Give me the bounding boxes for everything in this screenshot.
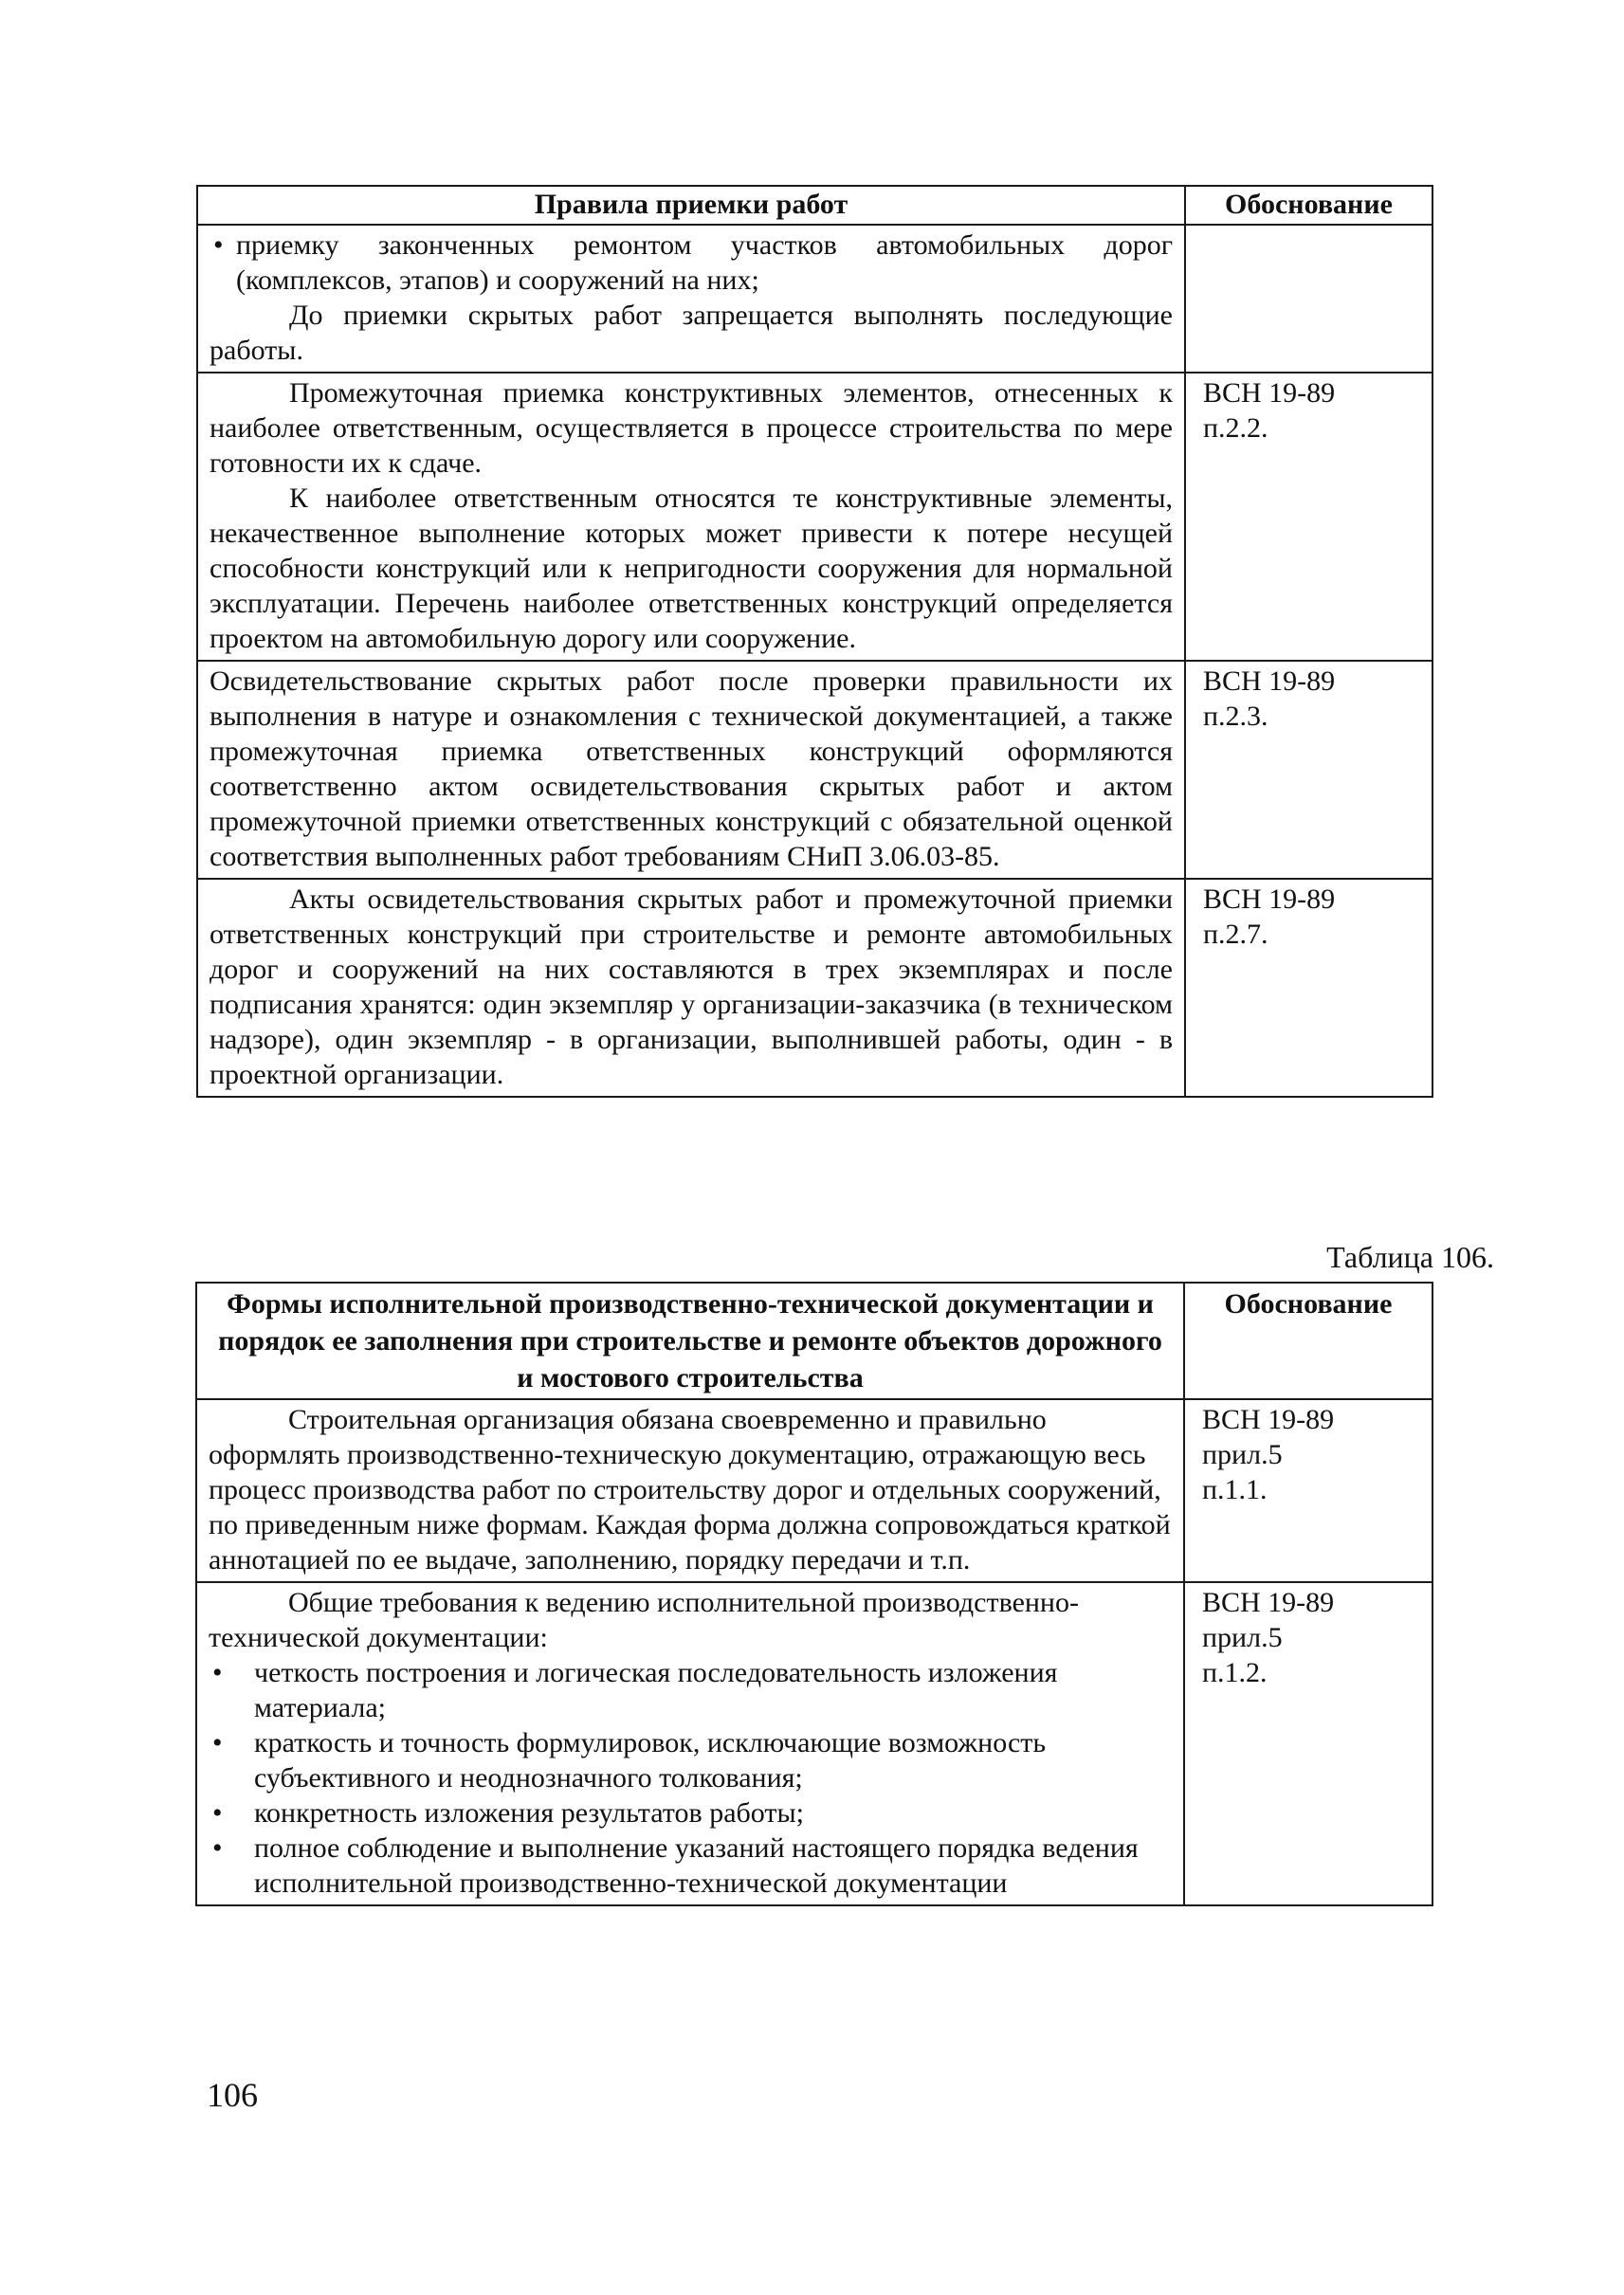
bullet-icon: • [213,229,224,261]
table-row [197,661,1432,879]
basis-cell [1185,661,1432,879]
rule-cell [197,661,1185,879]
rule-text: Освидетельствование скрытых работ после проверки правильности их выполнения в натуре и ознакомления с технической документацией, а также промежуточная приемка ответственных конструкций оформляются соответственно актом освидетельствования скрытых работ и актом промежуточной приемки ответственных конструкций с обязательной оценкой соответствия выполненных работ требованиям СНиП 3.06.03-85. [210,665,1173,872]
list-item: • приемку законченных ремонтом участков автомобильных дорог (комплексов, этапов) и сооружений на них; [213,229,1173,296]
bullet-list [209,1655,1172,1901]
bullet-icon: • [212,1727,223,1758]
table-row [196,1399,1432,1582]
rule-text: Общие требования к ведению исполнительной производственно-технической документации: [209,1587,1079,1653]
page-number: 106 [207,2076,258,2114]
basis-text: ВСН 19-89 п.2.3. [1203,665,1336,732]
table-header-row [196,1283,1432,1399]
acceptance-rules-table [196,185,1433,1098]
rule-cell [197,879,1185,1097]
header-basis: Обоснование [1184,1283,1432,1399]
table-header-row [197,186,1432,225]
table-row [197,879,1432,1097]
list-item: • полное соблюдение и выполнение указаний настоящего порядка ведения исполнительной производственно-технической документации [212,1832,1139,1899]
basis-text: ВСН 19-89 п.2.2. [1203,377,1336,444]
list-item: • конкретность изложения результатов работы; [212,1797,804,1829]
rule-text: Промежуточная приемка конструктивных элементов, отнесенных к наиболее ответственным, осуществляется в процессе строительства по мере готовности их к сдаче. [210,377,1173,479]
basis-cell [1185,373,1432,661]
header-basis: Обоснование [1185,186,1432,225]
rule-cell [197,225,1185,373]
rule-cell [197,373,1185,661]
table-row [196,1582,1432,1905]
rule-cell [196,1582,1184,1905]
rule-cell [196,1399,1184,1582]
basis-text: ВСН 19-89 п.2.7. [1203,883,1336,950]
bullet-icon: • [212,1657,223,1688]
header-rules: Правила приемки работ [197,186,1185,225]
list-item: • четкость построения и логическая последовательность изложения материала; [212,1657,1058,1723]
rule-text: До приемки скрытых работ запрещается выполнять последующие работы. [210,300,1173,366]
basis-cell [1184,1399,1432,1582]
basis-text: ВСН 19-89 прил.5 п.1.1. [1202,1404,1335,1505]
rule-text: К наиболее ответственным относятся те конструктивные элементы, некачественное выполнение которых может привести к потере несущей способности конструкций или к непригодности сооружения для нормальной эксплуатации. Перечень наиболее ответственных конструкций определяется проектом на автомобильную дорогу или сооружение. [210,483,1173,654]
table-row [197,225,1432,373]
bullet-list [210,228,1173,298]
list-item: • краткость и точность формулировок, исключающие возможность субъективного и неоднозначного толкования; [212,1727,1047,1794]
header-forms: Формы исполнительной производственно-технической документации и порядок ее заполнения при строительстве и ремонте объектов дорожного и мостового строительства [196,1283,1184,1399]
bullet-icon: • [212,1832,223,1864]
rule-text: Акты освидетельствования скрытых работ и промежуточной приемки ответственных конструкций при строительстве и ремонте автомобильных дорог и сооружений на них составляются в трех экземплярах и после подписания хранятся: один экземпляр у организации-заказчика (в техническом надзоре), один экземпляр - в организации, выполнившей работы, один - в проектной организации. [210,883,1173,1090]
basis-cell [1185,225,1432,373]
table-caption: Таблица 106. [1326,1240,1494,1274]
basis-cell [1184,1582,1432,1905]
table-row [197,373,1432,661]
basis-cell [1185,879,1432,1097]
basis-text: ВСН 19-89 прил.5 п.1.2. [1202,1587,1335,1688]
documentation-forms-table [195,1282,1433,1906]
rule-text: Строительная организация обязана своевременно и правильно оформлять производственно-техническую документацию, отражающую весь процесс производства работ по строительству дорог и отдельных сооружений, по приведенным ниже формам. Каждая форма должна сопровождаться краткой аннотацией по ее выдаче, заполнению, порядку передачи и т.п. [209,1404,1171,1576]
bullet-icon: • [212,1797,223,1829]
